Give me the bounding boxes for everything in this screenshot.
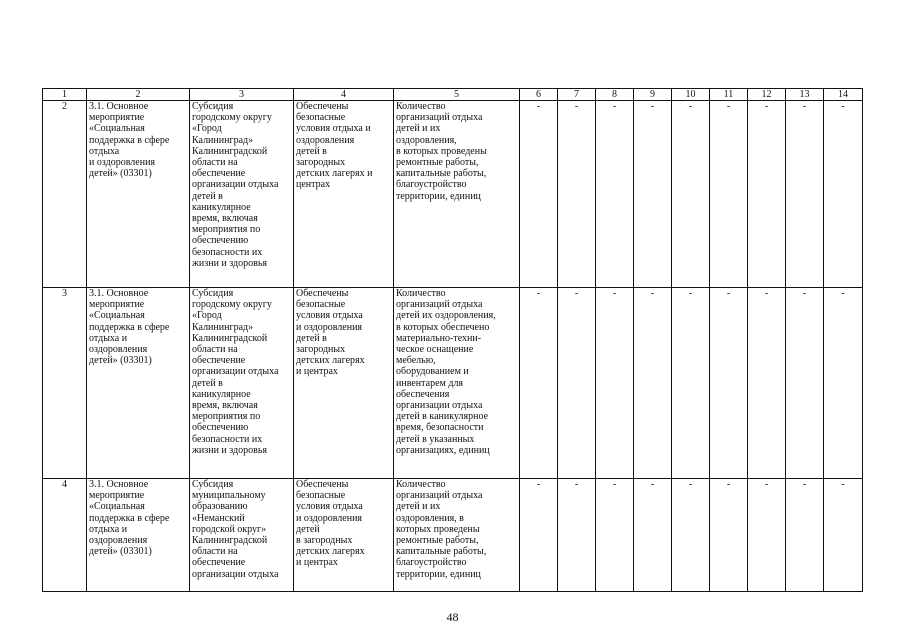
indicator-cell: Количество организаций отдыха детей и их оздоровления, в которых проведены ремонтные работы, капитальные работы, благоустройство территории, единиц [394,101,520,288]
value-cell: - [558,288,596,479]
result-cell: Обеспечены безопасные условия отдыха и оздоровления детей в загородных детских лагерях и центрах [294,479,394,592]
subsidy-cell: Субсидия муниципальному образованию «Неманский городской округ» Калининградской области на обеспечение организации отдыха [190,479,294,592]
value-cell: - [672,479,710,592]
column-header: 9 [634,89,672,101]
value-cell: - [520,288,558,479]
subsidy-cell: Субсидия городскому округу «Город Калининград» Калининградской области на обеспечение организации отдыха детей в каникулярное время, включая мероприятия по обеспечению безопасности их жизни и здоровья [190,101,294,288]
row-number-cell: 3 [43,288,87,479]
value-cell: - [596,101,634,288]
value-cell: - [786,101,824,288]
event-cell: 3.1. Основное мероприятие «Социальная поддержка в сфере отдыха и оздоровления детей» (03301) [87,479,190,592]
column-header: 10 [672,89,710,101]
column-header: 8 [596,89,634,101]
value-cell: - [786,288,824,479]
column-header: 1 [43,89,87,101]
header-row [43,89,863,101]
value-cell: - [634,479,672,592]
value-cell: - [558,479,596,592]
indicator-cell: Количество организаций отдыха детей их оздоровления, в которых обеспечено материально-техни- ческое оснащение мебелью, оборудованием и инвентарем для обеспечения организации отдыха детей в каникулярное время, безопасности детей в указанных организациях, единиц [394,288,520,479]
column-header: 11 [710,89,748,101]
value-cell: - [520,101,558,288]
value-cell: - [596,479,634,592]
value-cell: - [596,288,634,479]
column-header: 7 [558,89,596,101]
value-cell: - [710,288,748,479]
column-header: 13 [786,89,824,101]
value-cell: - [824,101,863,288]
value-cell: - [748,479,786,592]
page-number: 48 [446,610,459,624]
value-cell: - [672,288,710,479]
data-table [42,88,863,592]
event-cell: 3.1. Основное мероприятие «Социальная поддержка в сфере отдыха и оздоровления детей» (03301) [87,101,190,288]
column-header: 3 [190,89,294,101]
value-cell: - [824,479,863,592]
value-cell: - [748,101,786,288]
value-cell: - [634,288,672,479]
value-cell: - [710,479,748,592]
value-cell: - [558,101,596,288]
table-row [43,479,863,592]
column-header: 4 [294,89,394,101]
result-cell: Обеспечены безопасные условия отдыха и оздоровления детей в загородных детских лагерях и центрах [294,101,394,288]
row-number-cell: 2 [43,101,87,288]
value-cell: - [710,101,748,288]
table-row [43,288,863,479]
column-header: 12 [748,89,786,101]
column-header: 2 [87,89,190,101]
subsidy-cell: Субсидия городскому округу «Город Калининград» Калининградской области на обеспечение организации отдыха детей в каникулярное время, включая мероприятия по обеспечению безопасности их жизни и здоровья [190,288,294,479]
row-number-cell: 4 [43,479,87,592]
indicator-cell: Количество организаций отдыха детей и их оздоровления, в которых проведены ремонтные работы, капитальные работы, благоустройство территории, единиц [394,479,520,592]
value-cell: - [520,479,558,592]
value-cell: - [634,101,672,288]
value-cell: - [824,288,863,479]
value-cell: - [672,101,710,288]
column-header: 6 [520,89,558,101]
event-cell: 3.1. Основное мероприятие «Социальная поддержка в сфере отдыха и оздоровления детей» (03301) [87,288,190,479]
table-row [43,101,863,288]
column-header: 5 [394,89,520,101]
column-header: 14 [824,89,863,101]
value-cell: - [748,288,786,479]
result-cell: Обеспечены безопасные условия отдыха и оздоровления детей в загородных детских лагерях и центрах [294,288,394,479]
value-cell: - [786,479,824,592]
